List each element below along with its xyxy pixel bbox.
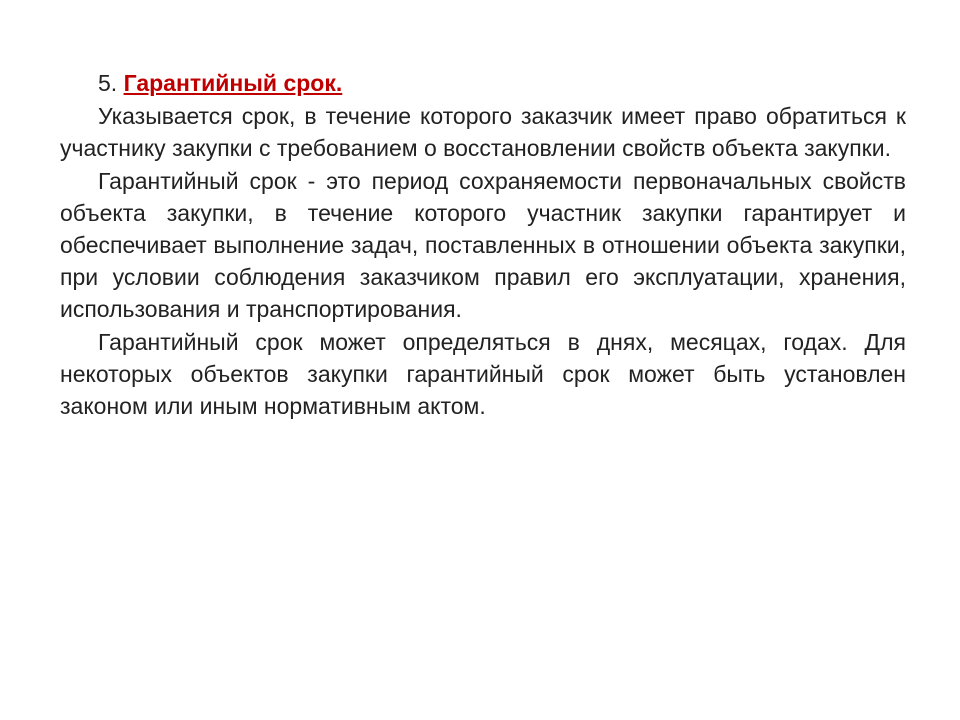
paragraph-units: Гарантийный срок может определяться в днях, месяцах, годах. Для некоторых объектов закупки гарантийный срок может быть установлен законом или иным нормативным актом. — [60, 328, 906, 420]
paragraph-warranty-period: Гарантийный срок - это период сохраняемости первоначальных свойств объекта закупки, в течение которого участник закупки гарантирует и обеспечивает выполнение задач, поставленных в отношении объекта закупки, при условии соблюдения заказчиком правил его эксплуатации, хранения, использования и транспортирования. — [60, 167, 906, 323]
paragraph-definition: Указывается срок, в течение которого заказчик имеет право обратиться к участнику закупки с требованием о восстановлении свойств объекта закупки. — [60, 103, 906, 162]
section-title: Гарантийный срок. — [123, 70, 343, 96]
section-number: 5. — [98, 70, 124, 96]
section-heading — [60, 67, 906, 99]
slide-content — [60, 67, 906, 422]
